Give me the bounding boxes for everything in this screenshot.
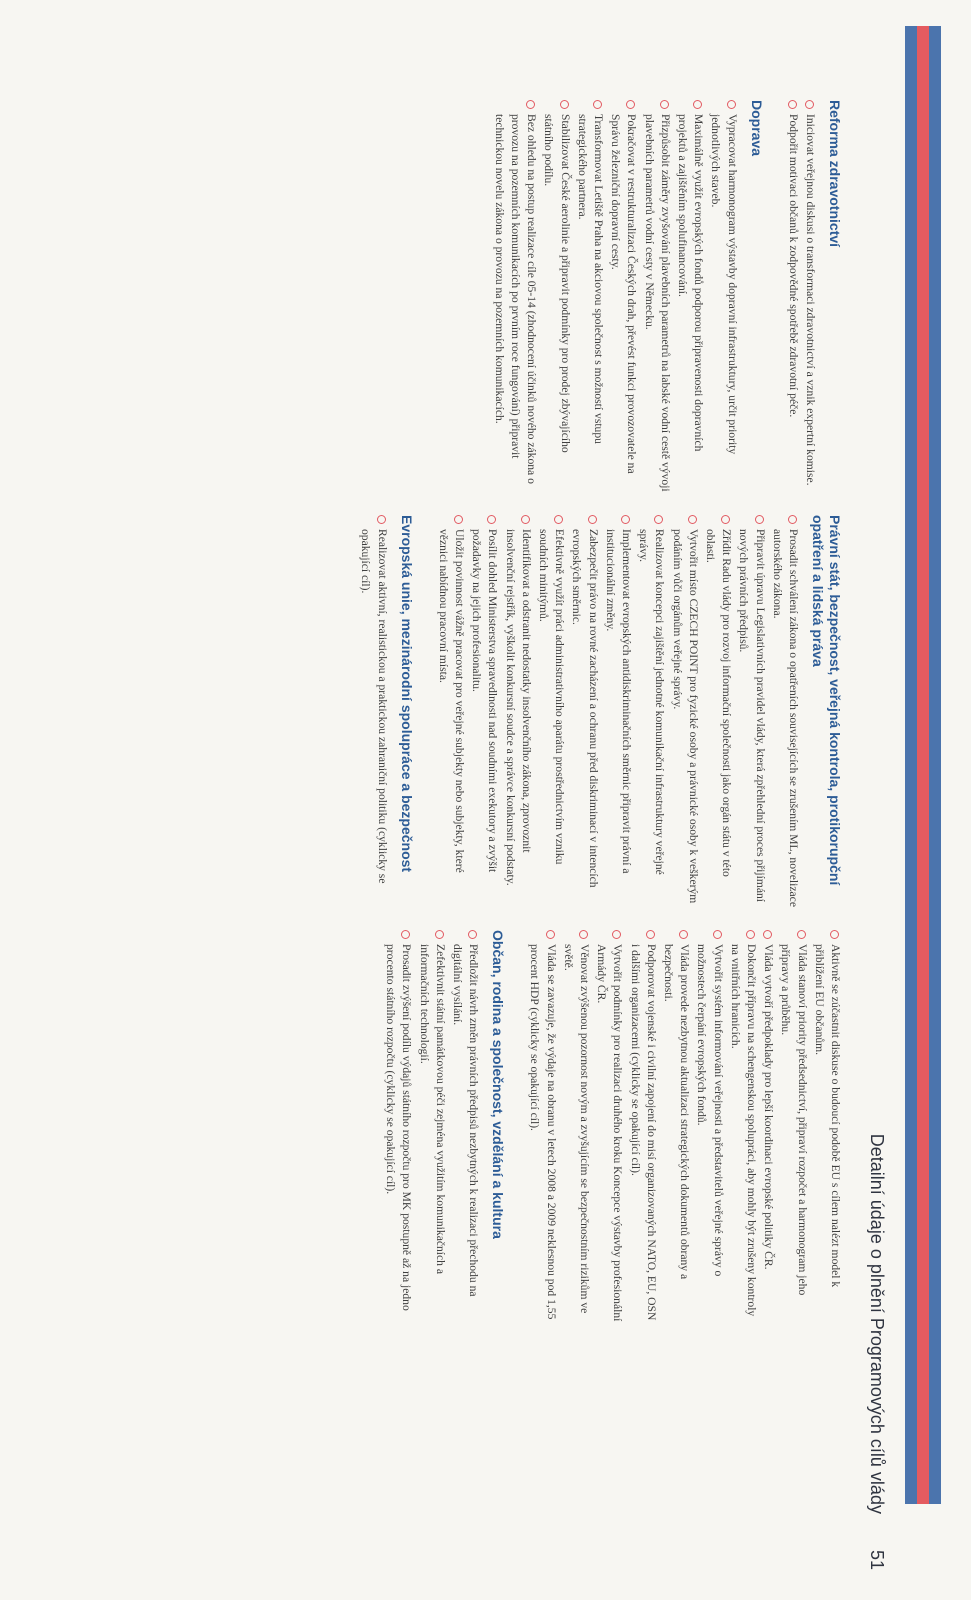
list-item: Vláda vytvoří předpoklady pro lepší koordinaci evropské politiky ČR. (760, 930, 776, 1322)
list-item: Iniciovat veřejnou diskusi o transformaci zdravotnictví a vznik expertní komise. (802, 100, 818, 492)
list-item: Zřídit Radu vlády pro rozvoj informační společnosti jako orgán státu v této oblasti. (702, 515, 734, 907)
section-heading: Doprava (748, 100, 765, 157)
list-item: Implementovat evropských antidiskriminačních směrnic připravit právní a institucionální změny. (602, 515, 634, 907)
list-item: Zabezpečit právo na rovné zacházení a ochranu před diskriminací v intencích evropských směrnic. (568, 515, 600, 907)
running-header-title: Detailní údaje o plnění Programových cílů vlády (867, 1133, 887, 1514)
list-item: Vypracovat harmonogram výstavby dopravní infrastruktury, určit priority jednotlivých staveb. (707, 100, 739, 492)
list-item: Vytvořit podmínky pro realizaci druhého kroku Koncepce výstavby profesionální Armády ČR. (593, 930, 625, 1322)
list-item: Dokončit přípravu na schengenskou spolupráci, aby mohly být zrušeny kontroly na vnitřních hranicích. (727, 930, 759, 1322)
list-item: Předložit návrh změn právních předpisů nezbytných k realizaci přechodu na digitální vysílání. (449, 930, 481, 1322)
bullet-list (491, 100, 740, 492)
text-column-1 (471, 100, 843, 492)
list-item: Vytvořit systém informování veřejnosti a představitelů veřejné správy o možnostech čerpání evropských fondů. (693, 930, 725, 1322)
list-item: Vláda stanoví priority předsednictví, připraví rozpočet a harmonogram jeho přípravy a průběhu. (777, 930, 809, 1322)
list-item: Realizovat koncepci zajištění jednotné komunikační infrastruktury veřejné správy. (635, 515, 667, 907)
text-column-3 (362, 930, 843, 1322)
section (526, 930, 843, 1322)
section-heading: Občan, rodina a společnost, vzdělání a kultura (490, 930, 507, 1239)
list-item: Identifikovat a odstranit nedostatky insolvenčního zákona, zprovoznit insolvenční rejstřík, vyškolit konkursní soudce a správce konkursní podstaty. (501, 515, 533, 907)
list-item: Aktivně se zúčastnit diskuse o budoucí podobě EU s cílem nalézt model k přiblížení EU občanům. (811, 930, 843, 1322)
list-item: Vytvořit místo CZECH POINT pro fyzické osoby a právnické osoby k veškerým podáním vůči orgánům veřejné správy. (668, 515, 700, 907)
section (435, 515, 843, 907)
bullet-list (526, 930, 843, 1322)
list-item: Efektivně využít práci administrativního aparátu prostřednictvím vzniku soudních minitýmů. (535, 515, 567, 907)
header-stripe-red (917, 26, 929, 1504)
list-item: Prosadit zvýšení podílu výdajů státního rozpočtu pro MK postupně až na jedno procento státního rozpočtu (cyklicky se opakující cíl). (382, 930, 414, 1322)
list-item: Vláda provede nezbytnou aktualizaci strategických dokumentů obrany a bezpečnosti. (660, 930, 692, 1322)
list-item: Podporovat vojenské i civilní zapojení do misí organizovaných NATO, EU, OSN i dalšími organizacemi (cyklicky se opakující cíl). (626, 930, 658, 1322)
list-item: Vláda se zavazuje, že výdaje na obranu v letech 2008 a 2009 neklesnou pod 1,55 procent HDP (cyklicky se opakující cíl). (526, 930, 558, 1322)
list-item: Připravit úpravu Legislativních pravidel vlády, která zpřehlední proces přijímání nových právních předpisů. (735, 515, 767, 907)
header-stripe-blue-bottom (905, 26, 917, 1504)
list-item: Pokračovat v restrukturalizaci Českých drah, převést funkci provozovatele na Správu železniční dopravní cesty. (607, 100, 639, 492)
running-header (866, 0, 887, 1570)
bullet-list (382, 930, 481, 1322)
page-number: 51 (867, 1549, 887, 1570)
list-item: Realizovat aktivní, realistickou a praktickou zahraniční politiku (cyklicky se opakující cíl). (357, 515, 389, 907)
list-item: Stabilizovat České aerolinie a připravit podmínky pro prodej zbývajícího státního podílu. (540, 100, 572, 492)
section-heading: Reforma zdravotnictví (827, 100, 843, 248)
list-item: Bez ohledu na postup realizace cíle 05-14 (zhodnocení účinků nového zákona o provozu na pozemních komunikacích po prvním roce fungování) připravit technickou novelu zákona o provozu na pozemních komunikacích. (491, 100, 540, 492)
list-item: Posílit dohled Ministerstva spravedlnosti nad soudními exekutory a zvýšit požadavky na jejich profesionalitu. (468, 515, 500, 907)
list-item: Uložit povinnost vážně pracovat pro veřejné subjekty nebo subjekty, které věznici nabídnou pracovní místa. (435, 515, 467, 907)
section (382, 930, 506, 1322)
list-item: Maximálně využít evropských fondů podporou připravenosti dopravních projektů a zajištěním spolufinancování. (674, 100, 706, 492)
section-heading: Evropská unie, mezinárodní spolupráce a bezpečnost (398, 515, 415, 873)
text-column-2 (337, 515, 843, 907)
list-item: Prosadit schválení zákona o opatřeních souvisejících se zrušením ML, novelizace autorského zákona. (769, 515, 801, 907)
list-item: Přizpůsobit záměry zvyšování plavebních parametrů na labské vodní cestě vývoji plavebních parametrů vodní cesty v Německu. (640, 100, 672, 492)
bullet-list (435, 515, 801, 907)
bullet-list (357, 515, 389, 907)
section (785, 100, 843, 492)
section-heading: Právní stát, bezpečnost, veřejná kontrola, protikorupční opatření a lidská práva (810, 515, 843, 886)
list-item: Zefektivnit státní památkovou péči zejména využitím komunikačních a informačních technologií. (415, 930, 447, 1322)
bullet-list (785, 100, 818, 492)
header-stripe-blue-top (929, 26, 941, 1504)
section (357, 515, 414, 907)
section (491, 100, 765, 492)
list-item: Podpořit motivaci občanů k zodpovědné spotřebě zdravotní péče. (785, 100, 801, 492)
list-item: Transformovat Letiště Praha na akciovou společnost s možností vstupu strategického partnera. (574, 100, 606, 492)
list-item: Věnovat zvýšenou pozornost novým a zvyšujícím se bezpečnostním rizikům ve světě. (560, 930, 592, 1322)
